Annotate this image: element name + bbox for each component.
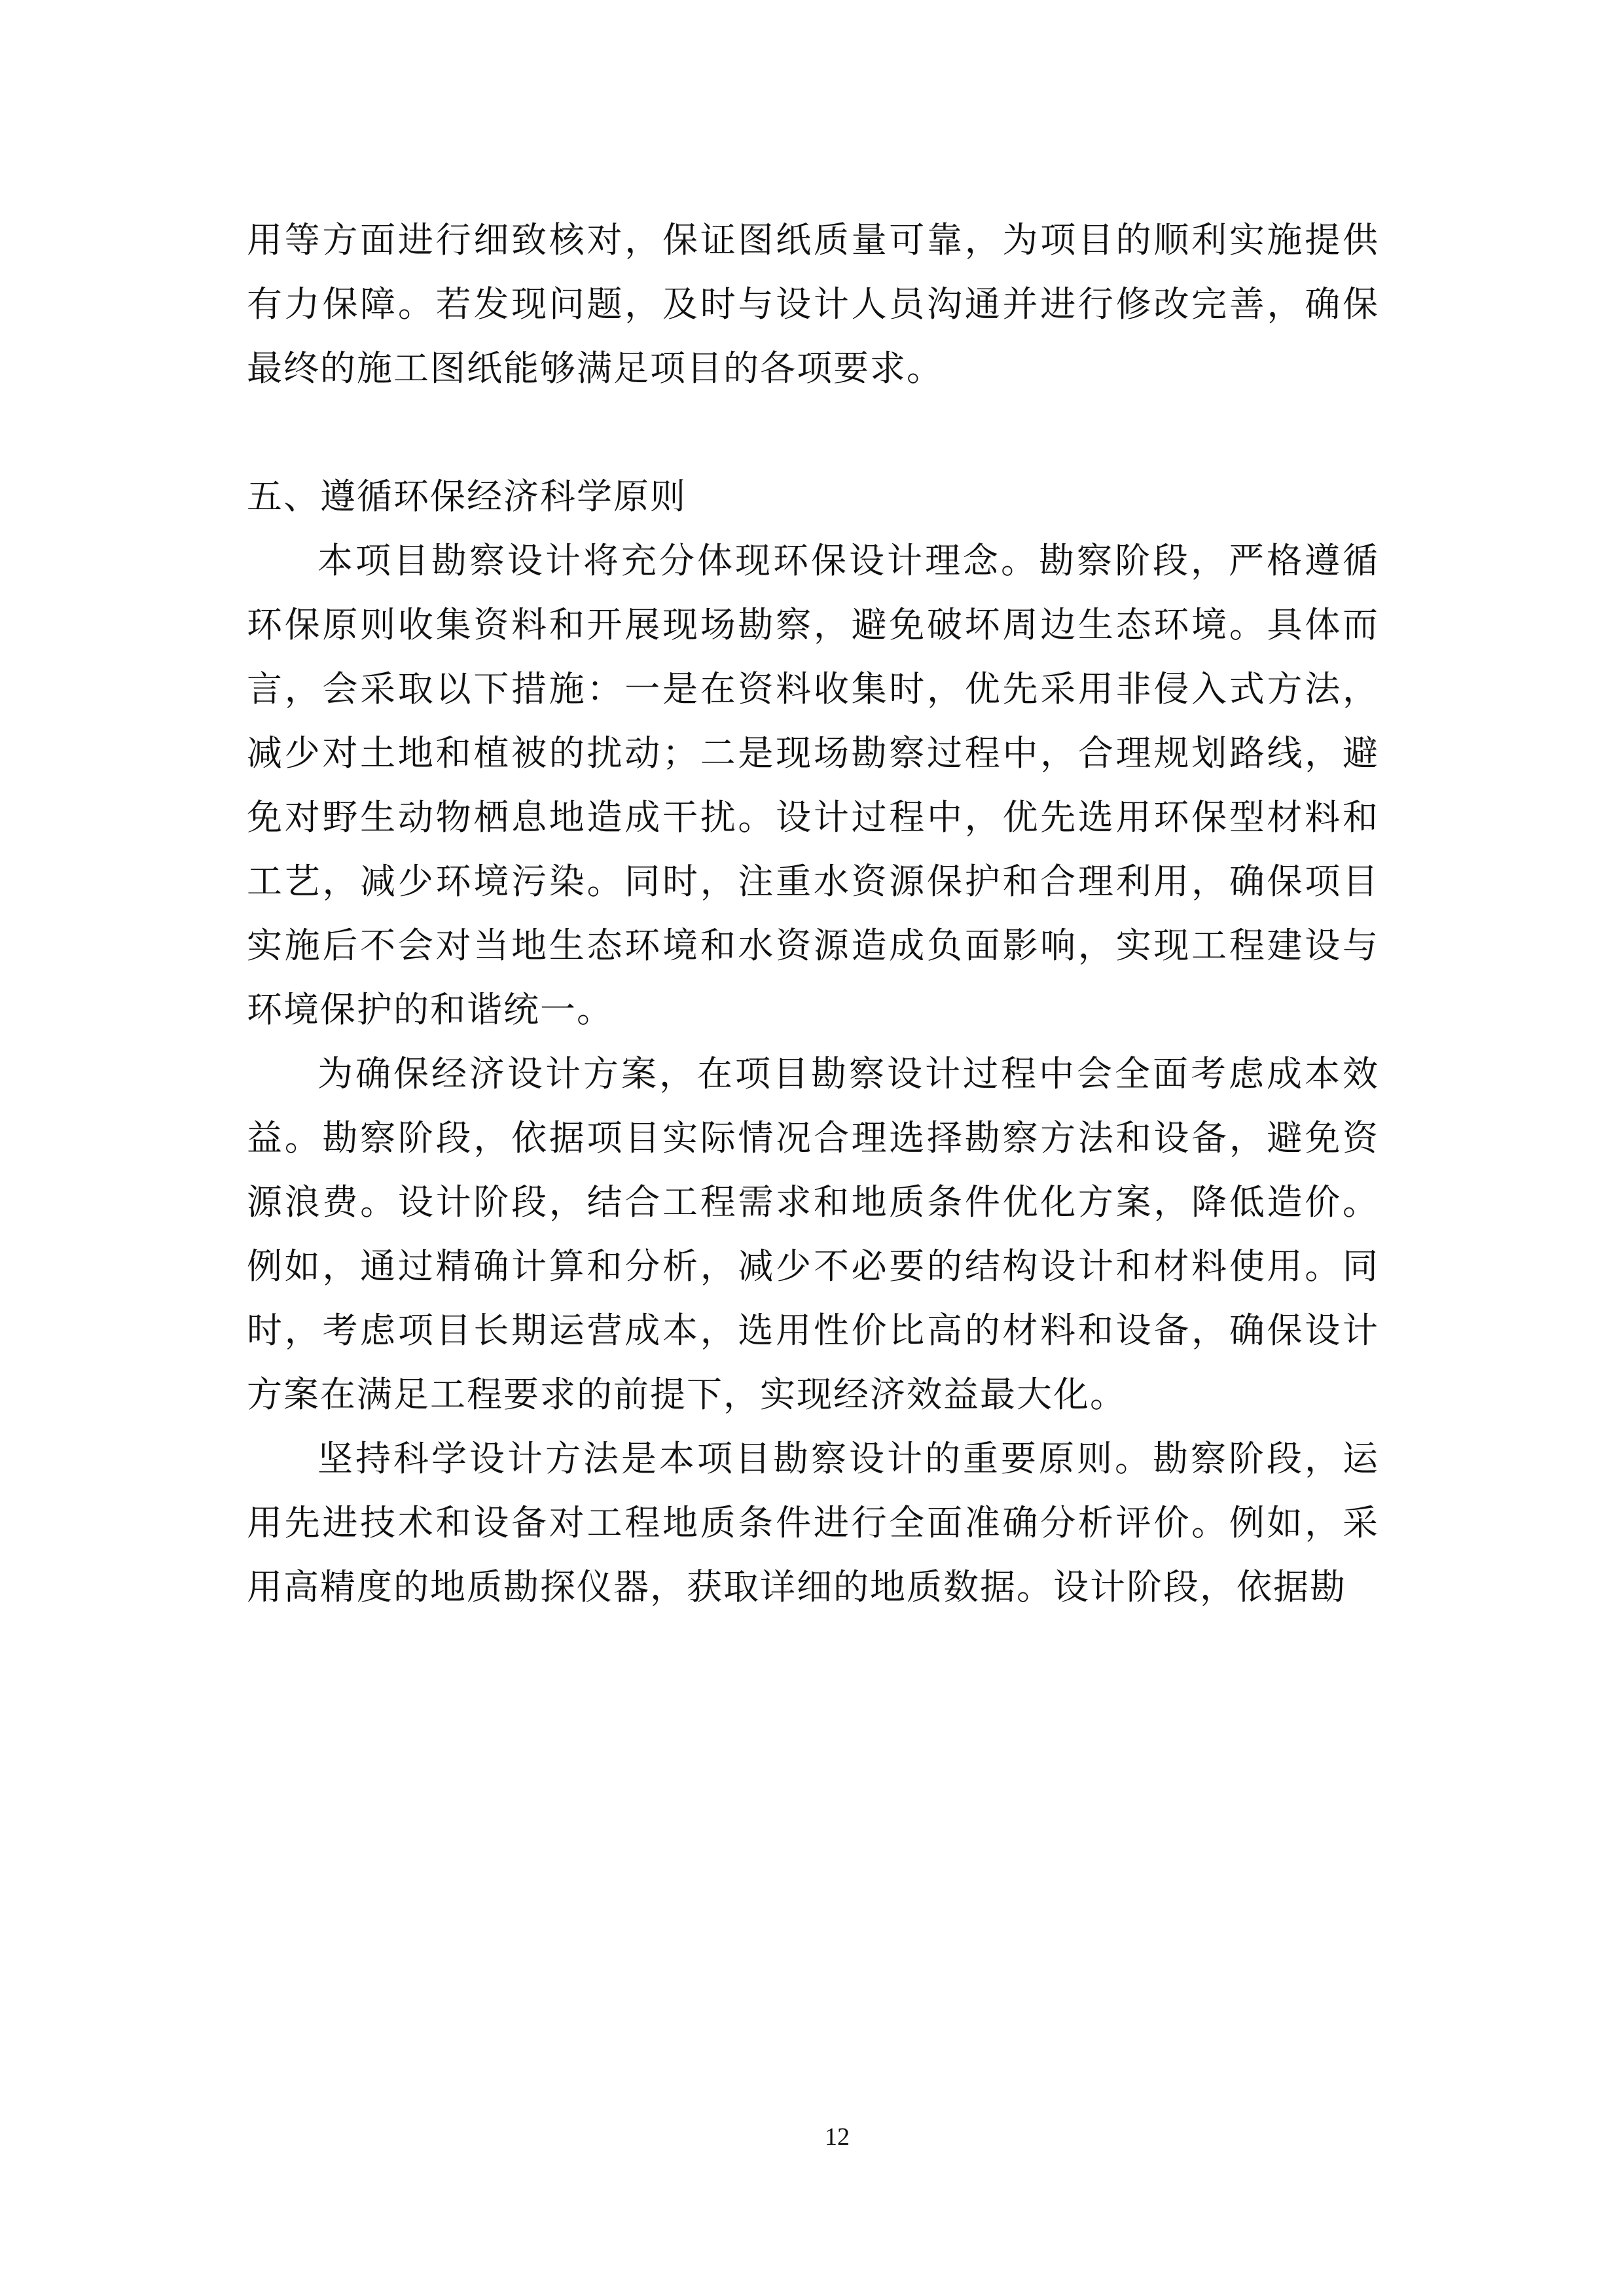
body-paragraph-environment: 本项目勘察设计将充分体现环保设计理念。勘察阶段，严格遵循环保原则收集资料和开展现场勘察，避免破坏周边生态环境。具体而言，会采取以下措施：一是在资料收集时，优先采用非侵入式方法，减少对土地和植被的扰动；二是现场勘察过程中，合理规划路线，避免对野生动物栖息地造成干扰。设计过程中，优先选用环保型材料和工艺，减少环境污染。同时，注重水资源保护和合理利用，确保项目实施后不会对当地生态环境和水资源造成负面影响，实现工程建设与环境保护的和谐统一。: [247, 540, 1379, 1030]
body-paragraph-science: 坚持科学设计方法是本项目勘察设计的重要原则。勘察阶段，运用先进技术和设备对工程地质条件进行全面准确分析评价。例如，采用高精度的地质勘探仪器，获取详细的地质数据。设计阶段，依据勘: [247, 1438, 1379, 1607]
body-paragraph-economy: 为确保经济设计方案，在项目勘察设计过程中会全面考虑成本效益。勘察阶段，依据项目实际情况合理选择勘察方法和设备，避免资源浪费。设计阶段，结合工程需求和地质条件优化方案，降低造价。例如，通过精确计算和分析，减少不必要的结构设计和材料使用。同时，考虑项目长期运营成本，选用性价比高的材料和设备，确保设计方案在满足工程要求的前提下，实现经济效益最大化。: [247, 1053, 1379, 1415]
page-number: 12: [825, 2123, 850, 2151]
body-paragraph-continued: 用等方面进行细致核对，保证图纸质量可靠，为项目的顺利实施提供有力保障。若发现问题，及时与设计人员沟通并进行修改完善，确保最终的施工图纸能够满足项目的各项要求。: [247, 219, 1379, 389]
section-heading: 五、遵循环保经济科学原则: [247, 476, 687, 517]
page-body: [247, 208, 1379, 1619]
